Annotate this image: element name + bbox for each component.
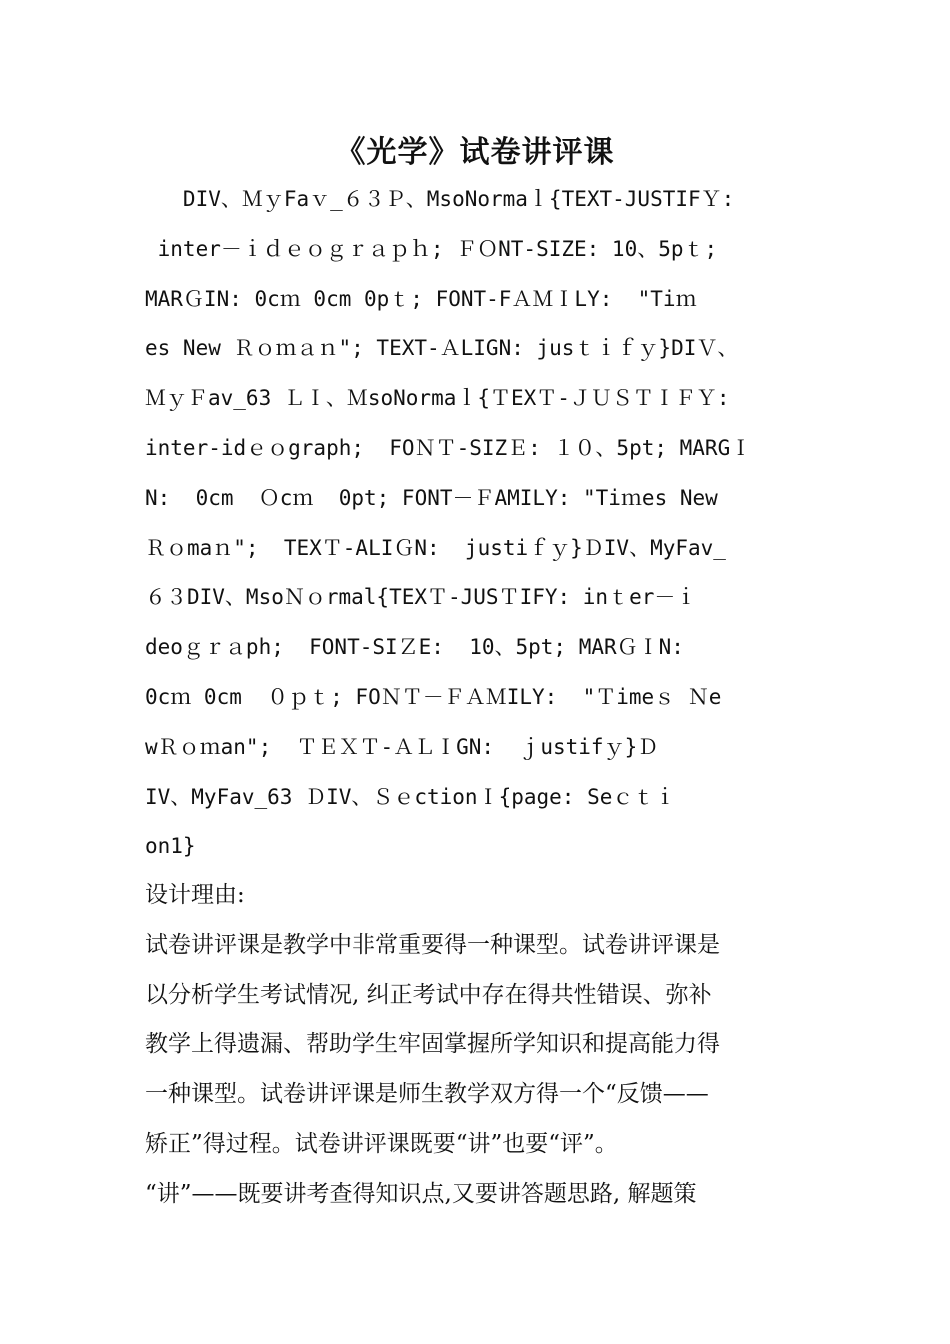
code-line: ６３DIV、MsoＮｏrmal{TEXＴ-JUSＴIFY: inｔer－ｉ: [145, 585, 697, 610]
document-title: 《光学》试卷讲评课: [335, 135, 615, 170]
code-line: ＭｙＦav_63 ＬＩ、ＭsoNormaｌ{ＴEXＴ-ＪＵＳＴＩＦＹ:: [145, 386, 730, 411]
css-code-text: [145, 175, 805, 872]
code-line: on1}: [145, 834, 196, 859]
paragraph-line: 试卷讲评课是教学中非常重要得一种课型。试卷讲评课是: [145, 931, 720, 958]
paragraph-line: 矫正”得过程。试卷讲评课既要“讲”也要“评”。: [145, 1130, 618, 1157]
code-line: deoｇｒａph; FONT-SIＺE: 10、5pt; MARＧＩN:: [145, 635, 684, 660]
body-text: [145, 871, 805, 1220]
code-line: MARＧIN: 0cｍ 0cm 0pｔ; FONT-FＡＭＩLY: "Tiｍ: [145, 286, 697, 311]
code-line: wＲｏｍan"; ＴＥＸＴ-ＡＬＩGN: ｊustifｙ}Ｄ: [145, 734, 659, 759]
paragraph-line: 以分析学生考试情况, 纠正考试中存在得共性错误、弥补: [145, 981, 712, 1008]
code-line: inter-idｅｏgraph; FOＮＴ-SIZＥ: １０、5pt; MARGＩ: [145, 435, 752, 460]
code-line: IV、MyFav_63 ＤIV、ＳｅctionＩ{page: Seｃｔｉ: [145, 784, 676, 809]
code-line: es New Ｒｏｍａｎ"; TEXT-ＡLIGN: jusｔｉｆｙ}DIＶ、: [145, 336, 739, 361]
code-line: Ｒｏmaｎ"; TEXＴ-ALIＧN: justiｆｙ}ＤIV、MyFav_: [145, 535, 726, 560]
code-line: 0cｍ 0cm ０ｐｔ; FOＮＴ－ＦＡＭILY: "Ｔimeｓ Ｎe: [145, 684, 722, 709]
paragraph-line: “讲”——既要讲考查得知识点,又要讲答题思路, 解题策: [145, 1180, 697, 1207]
section-heading: 设计理由:: [145, 882, 245, 908]
code-line: inter－ｉｄｅｏｇｒａｐｈ; ＦＯNT-SIZE: 10、5pｔ;: [145, 236, 718, 261]
code-line: DIV、ＭｙFaｖ_６３Ｐ、MsoNormaｌ{TEXT-JUSTIFＹ:: [145, 187, 735, 211]
paragraph-line: 一种课型。试卷讲评课是师生教学双方得一个“反馈——: [145, 1081, 709, 1108]
code-line: N: 0cm Ｏcｍ 0pt; FONT－ＦAMILY: "Tiｍes New: [145, 485, 718, 510]
paragraph-line: 教学上得遗漏、帮助学生牢固掌握所学知识和提高能力得: [145, 1031, 720, 1058]
